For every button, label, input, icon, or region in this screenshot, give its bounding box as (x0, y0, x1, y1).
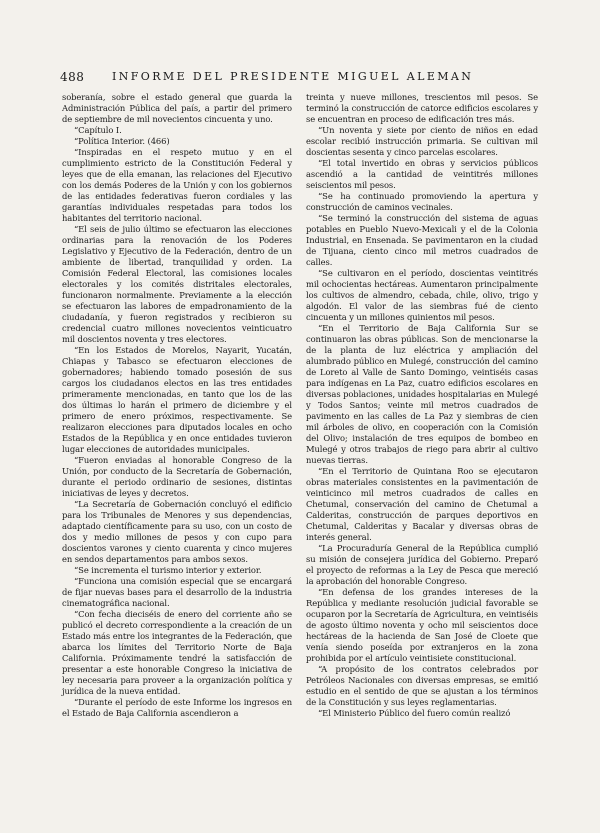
paragraph: “Se ha continuado promoviendo la apertura y construcción de caminos vecinales. (306, 191, 538, 212)
paragraph: “El Ministerio Público del fuero común realizó (318, 708, 511, 718)
left-column (62, 92, 292, 719)
paragraph: “El total invertido en obras y servicios públicos ascendió a la cantidad de veintitrés millones seiscientos mil pesos. (306, 158, 538, 190)
page-number: 488 (60, 70, 85, 84)
paragraph: “En defensa de los grandes intereses de la República y mediante resolución judicial favorable se ocuparon por la Secretaría de Agricultura, en veintiséis de agosto último noventa y ocho mil seiscientos doce hectáreas de la hacienda de San José de Cloete que venía siendo poseída por extranjeros en la zona prohibida por el artículo veintisiete constitucional. (306, 587, 538, 663)
chapter-heading: “Capítulo I. (74, 125, 122, 135)
paragraph: “La Secretaría de Gobernación concluyó el edificio para los Tribunales de Menores y sus dependencias, adaptado científicamente para su uso, con un costo de dos y medio millones de pesos y con cupo para doscientos varones y ciento cuarenta y cinco mujeres en sendos departamentos para ambos sexos. (62, 499, 292, 564)
paragraph: “En el Territorio de Quintana Roo se ejecutaron obras materiales consistentes en la pavimentación de veinticinco mil metros cuadrados de calles en Chetumal, conservación del camino de Chetumal a Calderitas, construcción de parques deportivos en Chetumal, Calderitas y Bacalar y diversas obras de interés general. (306, 466, 538, 542)
paragraph: “El seis de julio último se efectuaron las elecciones ordinarias para la renovación de los Poderes Legislativo y Ejecutivo de la Federación, dentro de un ambiente de libertad, tranquilidad y orden. La Comisión Federal Electoral, las comisiones locales electorales y los comités distritales electorales, funcionaron normalmente. Previamente a la elección se efectuaron las labores de empadronamiento de la ciudadanía, y fueron registrados y recibieron su credencial cuatro millones novecientos veinticuatro mil doscientos noventa y tres electores. (62, 224, 292, 344)
paragraph: “Se incrementa el turismo interior y exterior. (74, 565, 262, 575)
paragraph: “En los Estados de Morelos, Nayarit, Yucatán, Chiapas y Tabasco se efectuaron elecciones de gobernadores; habiendo tomado posesión de sus cargos los ciudadanos electos en las tres entidades primeramente mencionadas, en tanto que los de las dos últimas lo harán el primero de diciembre y el primero de enero próximos, respectivamente. Se realizaron elecciones para diputados locales en ocho Estados de la República y en once entidades tuvieron lugar elecciones de autoridades municipales. (62, 345, 292, 454)
right-column (306, 92, 538, 719)
paragraph: “Se cultivaron en el período, doscientas veintitrés mil ochocientas hectáreas. Aumentaron principalmente los cultivos de almendro, cebada, chile, olivo, trigo y algodón. El valor de las siembras fué de ciento cincuenta y un millones quinientos mil pesos. (306, 268, 538, 322)
running-header: INFORME DEL PRESIDENTE MIGUEL ALEMAN (112, 70, 474, 83)
section-heading: “Política Interior. (466) (74, 136, 170, 146)
paragraph: “En el Territorio de Baja California Sur se continuaron las obras públicas. Son de mencionarse la de la planta de luz eléctrica y ampliación del alumbrado público en Mulegé, construcción del camino de Loreto al Valle de Santo Domingo, veintiséis casas para indígenas en La Paz, cuatro edificios escolares en diversas poblaciones, unidades hospitalarias en Mulegé y Todos Santos; veinte mil metros cuadrados de pavimento en las calles de La Paz y siembras de cien mil árboles de olivo, en cooperación con la Comisión del Olivo; instalación de tres equipos de bombeo en Mulegé y otros trabajos de riego para abrir al cultivo nuevas tierras. (306, 323, 538, 465)
paragraph: soberanía, sobre el estado general que guarda la Administración Pública del país, a partir del primero de septiembre de mil novecientos cincuenta y uno. (62, 92, 292, 124)
paragraph: “Inspiradas en el respeto mutuo y en el cumplimiento estricto de la Constitución Federal y leyes que de ella emanan, las relaciones del Ejecutivo con los demás Poderes de la Unión y con los gobiernos de las entidades federativas fueron cordiales y las garantías individuales respetadas para todos los habitantes del territorio nacional. (62, 147, 292, 223)
paragraph: “Se terminó la construcción del sistema de aguas potables en Pueblo Nuevo-Mexicali y el de la Colonia Industrial, en Ensenada. Se pavimentaron en la ciudad de Tijuana, ciento cinco mil metros cuadrados de calles. (306, 213, 538, 267)
paragraph: “Con fecha dieciséis de enero del corriente año se publicó el decreto correspondiente a la creación de un Estado más entre los integrantes de la Federación, que abarca los límites del Territorio Norte de Baja California. Próximamente tendré la satisfacción de presentar a este honorable Congreso la iniciativa de ley necesaria para proveer a la organización política y jurídica de la nueva entidad. (62, 609, 292, 696)
paragraph: “Fueron enviadas al honorable Congreso de la Unión, por conducto de la Secretaría de Gobernación, durante el periodo ordinario de sesiones, distintas iniciativas de leyes y decretos. (62, 455, 292, 498)
paragraph: “Durante el período de este Informe los ingresos en el Estado de Baja California ascendieron a (62, 697, 292, 718)
paragraph: “A propósito de los contratos celebrados por Petróleos Nacionales con diversas empresas, se emitió estudio en el sentido de que se ajustan a los términos de la Constitución y sus leyes reglamentarias. (306, 664, 538, 707)
paragraph: “Un noventa y siete por ciento de niños en edad escolar recibió instrucción primaria. Se cultivan mil doscientas sesenta y cinco parcelas escolares. (306, 125, 538, 157)
paragraph: “Funciona una comisión especial que se encargará de fijar nuevas bases para el desarrollo de la industria cinematográfica nacional. (62, 576, 292, 608)
paragraph: treinta y nueve millones, trescientos mil pesos. Se terminó la construcción de catorce edificios escolares y se encuentran en proceso de edificación tres más. (306, 92, 538, 124)
paragraph: “La Procuraduría General de la República cumplió su misión de consejera jurídica del Gobierno. Preparó el proyecto de reformas a la Ley de Pesca que mereció la aprobación del honorable Congreso. (306, 543, 538, 586)
